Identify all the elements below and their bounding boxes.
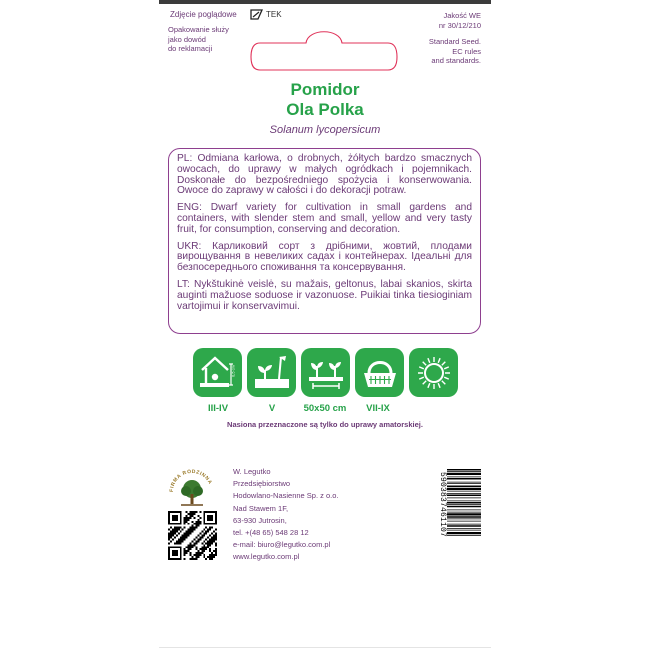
description-eng: ENG: Dwarf variety for cultivation in small gardens and containers, with slender stem and small, yellow and very tasty fruit, for consumption, conserving and decoration.	[177, 202, 472, 235]
spacing-label: 50x50 cm	[303, 403, 347, 414]
tek-leaf-icon	[250, 9, 263, 20]
description-lt: LT: Nykštukinė veislė, su mažais, geltonus, labai skanios, skirta auginti mažuose soduose ir vazonuose. Puikiai tinka tiesioginiam vartojimui ir konservavimui.	[177, 278, 472, 312]
description-pl: PL: Odmiana karłowa, o drobnych, żółtych bardzo smacznych owocach, do uprawy w małych ogródkach i pojemnikach. Doskonałe do bezpośredniego spożycia i konserwowania. Owoce do zaprawy w całości i do dekoracji potraw.	[177, 153, 472, 197]
top-image-strip	[159, 0, 491, 4]
product-name-line1: Pomidor	[290, 80, 360, 99]
ean-barcode	[435, 468, 482, 560]
svg-text:0,5 cm: 0,5 cm	[230, 364, 235, 377]
harvest-period-label: VII-IX	[366, 403, 390, 414]
standard-info: Standard Seed. EC rules and standards.	[428, 37, 481, 65]
svg-text:5903837461107: 5903837461107	[438, 472, 447, 538]
hang-tab-outline	[250, 26, 398, 72]
planting-icon	[247, 348, 296, 397]
quality-info: Jakość WE nr 30/12/210	[438, 11, 481, 30]
description-box	[168, 148, 481, 334]
family-company-tree-logo	[167, 468, 217, 510]
sun-icon	[409, 348, 458, 397]
product-name-line2: Ola Polka	[286, 100, 364, 119]
amateur-use-note: Nasiona przeznaczone są tylko do uprawy amatorskiej.	[227, 420, 423, 429]
qr-code	[168, 511, 217, 560]
spacing-icon	[301, 348, 350, 397]
svg-text:FIRMA RODZINNA: FIRMA RODZINNA	[168, 468, 214, 493]
planting-period-label: V	[268, 403, 276, 414]
complaint-note: Opakowanie służy jako dowód do reklamacji	[168, 25, 229, 53]
tek-badge: TEK	[250, 9, 282, 20]
sowing-period-label: III-IV	[207, 403, 229, 414]
latin-name: Solanum lycopersicum	[269, 124, 381, 136]
cultivation-icons	[193, 348, 458, 397]
harvest-basket-icon	[355, 348, 404, 397]
sowing-icon	[193, 348, 242, 397]
company-address: W. Legutko Przedsiębiorstwo Hodowlano-Nasienne Sp. z o.o. Nad Stawem 1F, 63-930 Jutrosin, tel. +(48 65) 548 28 12 e-mail: biuro@legutko.com.pl www.legutko.com.pl	[233, 467, 339, 562]
description-ukr: UKR: Карликовий сорт з дрібними, жовтий, плодами вирощування в невеликих садах і контейнерах. Ідеальні для безпосереднього споживання та консервування.	[177, 240, 472, 274]
bottom-divider	[159, 647, 491, 648]
illustrative-photo-label: Zdjęcie poglądowe	[170, 10, 237, 19]
